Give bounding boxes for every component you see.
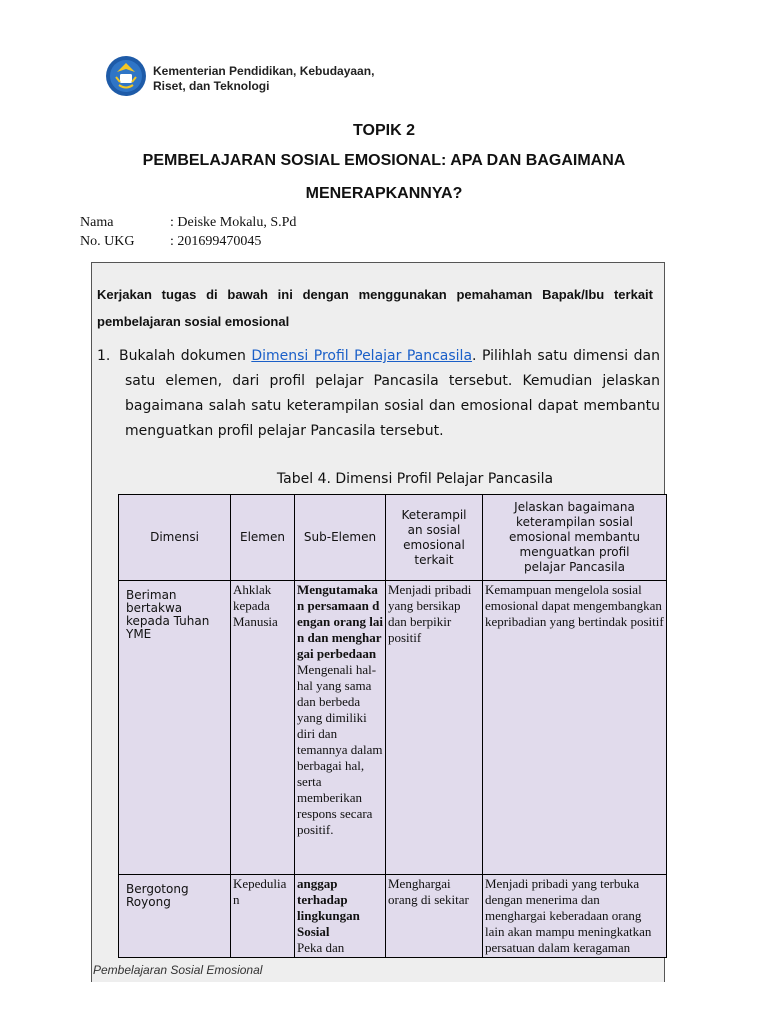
row1-dimensi: Beriman bertakwa kepada Tuhan YME bbox=[119, 581, 231, 875]
question-line-3: bagaimana salah satu keterampilan sosial dan emosional dapat membantu bbox=[125, 398, 660, 414]
header-keterampilan: Keterampil an sosial emosional terkait bbox=[386, 495, 483, 581]
ministry-line-2: Riset, dan Teknologi bbox=[153, 79, 270, 93]
topic-heading: TOPIK 2 bbox=[353, 122, 415, 139]
row2-keterampilan: Menghargai orang di sekitar bbox=[386, 875, 483, 958]
question-line-4: menguatkan profil pelajar Pancasila tersebut. bbox=[125, 423, 444, 439]
nama-label: Nama bbox=[80, 215, 114, 230]
doc-title-line-2: MENERAPKANNYA? bbox=[305, 185, 463, 202]
row1-jelaskan: Kemampuan mengelola sosial emosional dapat mengembangkan kepribadian yang bertindak positif bbox=[483, 581, 667, 875]
question-number: 1. bbox=[97, 348, 111, 364]
row1-sub-elemen bbox=[295, 581, 386, 875]
meta-ukg bbox=[80, 234, 261, 250]
row2-dimensi: Bergotong Royong bbox=[119, 875, 231, 958]
table-header-row bbox=[119, 495, 667, 581]
table-row bbox=[119, 581, 667, 875]
row2-sub-text: Peka dan bbox=[297, 940, 345, 955]
header-sub-elemen: Sub-Elemen bbox=[295, 495, 386, 581]
profil-pancasila-link[interactable]: Dimensi Profil Pelajar Pancasila bbox=[251, 348, 473, 364]
instruction-line-2: pembelajaran sosial emosional bbox=[97, 314, 290, 329]
question-line-2: satu elemen, dari profil pelajar Pancasila tersebut. Kemudian jelaskan bbox=[125, 373, 660, 389]
header-dimensi: Dimensi bbox=[119, 495, 231, 581]
header-elemen: Elemen bbox=[231, 495, 295, 581]
doc-title-line-1: PEMBELAJARAN SOSIAL EMOSIONAL: APA DAN BAGAIMANA bbox=[142, 152, 626, 169]
instruction-line-1: Kerjakan tugas di bawah ini dengan menggunakan pemahaman Bapak/Ibu terkait bbox=[97, 287, 653, 302]
table-row bbox=[119, 875, 667, 958]
row2-jelaskan: Menjadi pribadi yang terbuka dengan menerima dan menghargai keberadaan orang lain akan mampu meningkatkan persatuan dalam keragaman bbox=[483, 875, 667, 958]
ministry-logo bbox=[105, 55, 147, 97]
row2-elemen: Kepedulian bbox=[231, 875, 295, 958]
task-instruction bbox=[97, 281, 653, 335]
profil-table bbox=[118, 494, 667, 958]
ministry-name bbox=[153, 64, 374, 94]
ministry-line-1: Kementerian Pendidikan, Kebudayaan, bbox=[153, 64, 375, 78]
page-footer: Pembelajaran Sosial Emosional bbox=[93, 963, 263, 977]
row2-sub-elemen bbox=[295, 875, 386, 958]
question-line-1-rest: . Pilihlah satu dimensi dan bbox=[472, 348, 660, 364]
question-1 bbox=[97, 344, 660, 444]
question-prefix: Bukalah dokumen bbox=[119, 348, 252, 364]
meta-nama bbox=[80, 215, 296, 231]
row1-sub-bold: Mengutamakan persamaan dengan orang lain dan menghargai perbedaan bbox=[297, 582, 383, 661]
row1-keterampilan: Menjadi pribadi yang bersikap dan berpikir positif bbox=[386, 581, 483, 875]
ukg-value: : 201699470045 bbox=[170, 234, 262, 249]
nama-value: : Deiske Mokalu, S.Pd bbox=[170, 215, 297, 230]
row2-sub-bold: anggap terhadap lingkungan Sosial bbox=[297, 876, 360, 939]
row1-sub-text: Mengenali hal-hal yang sama dan berbeda yang dimiliki diri dan temannya dalam berbagai hal, serta memberikan respons secara positif. bbox=[297, 662, 383, 837]
row1-elemen: Ahklak kepada Manusia bbox=[231, 581, 295, 875]
header-jelaskan: Jelaskan bagaimana keterampilan sosial emosional membantu menguatkan profil pelajar Pancasila bbox=[483, 495, 667, 581]
ukg-label: No. UKG bbox=[80, 234, 135, 249]
table-caption: Tabel 4. Dimensi Profil Pelajar Pancasila bbox=[276, 471, 554, 487]
